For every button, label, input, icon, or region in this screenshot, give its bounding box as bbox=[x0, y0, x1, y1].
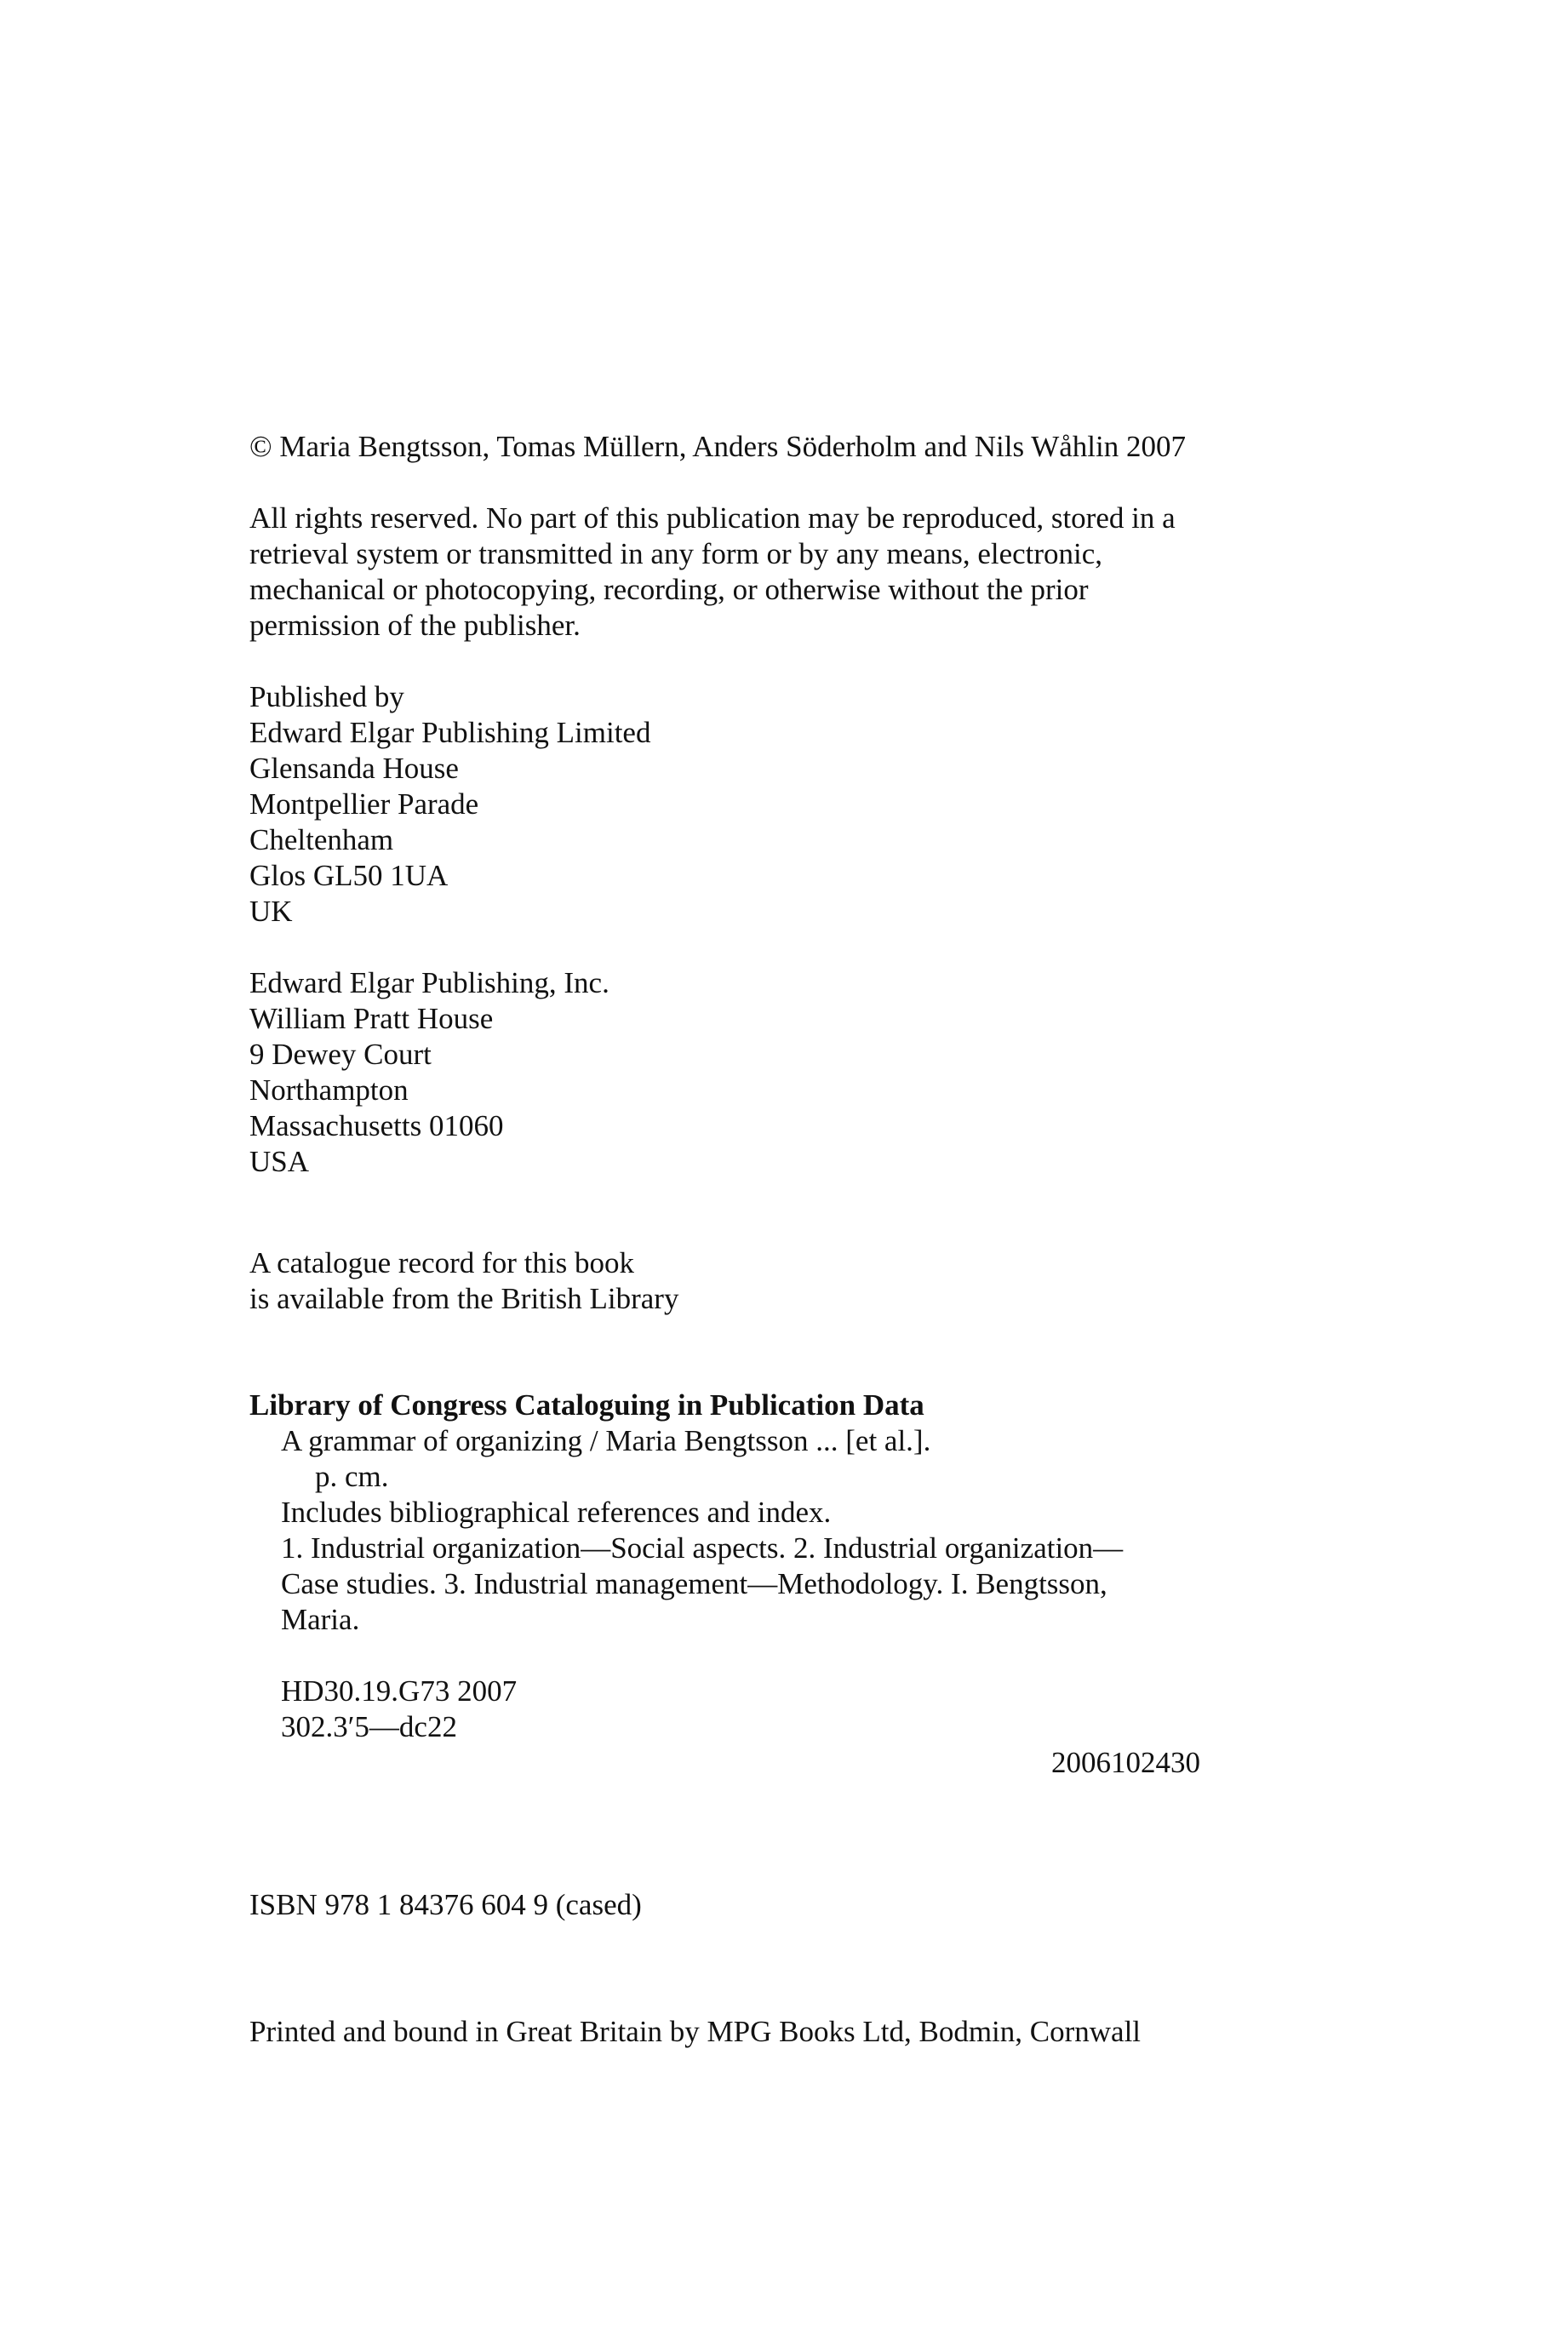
rights-line-1: All rights reserved. No part of this publication may be reproduced, stored in a bbox=[249, 501, 1176, 535]
publisher-us-line-6: USA bbox=[249, 1145, 310, 1178]
loc-subjects-line-3: Maria. bbox=[281, 1603, 360, 1636]
loc-call-number: HD30.19.G73 2007 bbox=[281, 1674, 518, 1708]
loc-lccn: 2006102430 bbox=[1051, 1746, 1200, 1779]
copyright-notice: © Maria Bengtsson, Tomas Müllern, Anders Söderholm and Nils Wåhlin 2007 bbox=[249, 430, 1186, 463]
british-library-line-2: is available from the British Library bbox=[249, 1282, 679, 1315]
publisher-us-line-2: William Pratt House bbox=[249, 1002, 494, 1035]
loc-subjects-line-1: 1. Industrial organization—Social aspects. 2. Industrial organization— bbox=[281, 1531, 1124, 1565]
loc-includes-line: Includes bibliographical references and index. bbox=[281, 1496, 832, 1529]
publisher-us-line-1: Edward Elgar Publishing, Inc. bbox=[249, 966, 609, 999]
rights-line-3: mechanical or photocopying, recording, or otherwise without the prior bbox=[249, 573, 1089, 606]
publisher-us-line-4: Northampton bbox=[249, 1073, 409, 1107]
publisher-uk-line-3: Glensanda House bbox=[249, 752, 459, 785]
publisher-us-line-3: 9 Dewey Court bbox=[249, 1038, 432, 1071]
publisher-uk-line-7: UK bbox=[249, 895, 293, 928]
loc-subjects-line-2: Case studies. 3. Industrial management—Methodology. I. Bengtsson, bbox=[281, 1567, 1107, 1600]
rights-line-2: retrieval system or transmitted in any form or by any means, electronic, bbox=[249, 537, 1103, 570]
publisher-uk-line-2: Edward Elgar Publishing Limited bbox=[249, 716, 651, 749]
loc-title-line: A grammar of organizing / Maria Bengtsson ... [et al.]. bbox=[281, 1424, 931, 1457]
loc-heading: Library of Congress Cataloguing in Publication Data bbox=[249, 1388, 924, 1422]
publisher-uk-line-5: Cheltenham bbox=[249, 823, 394, 856]
publisher-uk-line-6: Glos GL50 1UA bbox=[249, 859, 449, 892]
rights-line-4: permission of the publisher. bbox=[249, 609, 581, 642]
loc-dewey: 302.3′5—dc22 bbox=[281, 1710, 457, 1743]
loc-pages-line: p. cm. bbox=[315, 1460, 389, 1493]
british-library-line-1: A catalogue record for this book bbox=[249, 1246, 634, 1279]
isbn: ISBN 978 1 84376 604 9 (cased) bbox=[249, 1888, 642, 1921]
publisher-us-line-5: Massachusetts 01060 bbox=[249, 1109, 504, 1142]
publisher-uk-line-4: Montpellier Parade bbox=[249, 787, 479, 821]
printed-by: Printed and bound in Great Britain by MPG Books Ltd, Bodmin, Cornwall bbox=[249, 2015, 1142, 2048]
publisher-uk-line-1: Published by bbox=[249, 680, 404, 713]
